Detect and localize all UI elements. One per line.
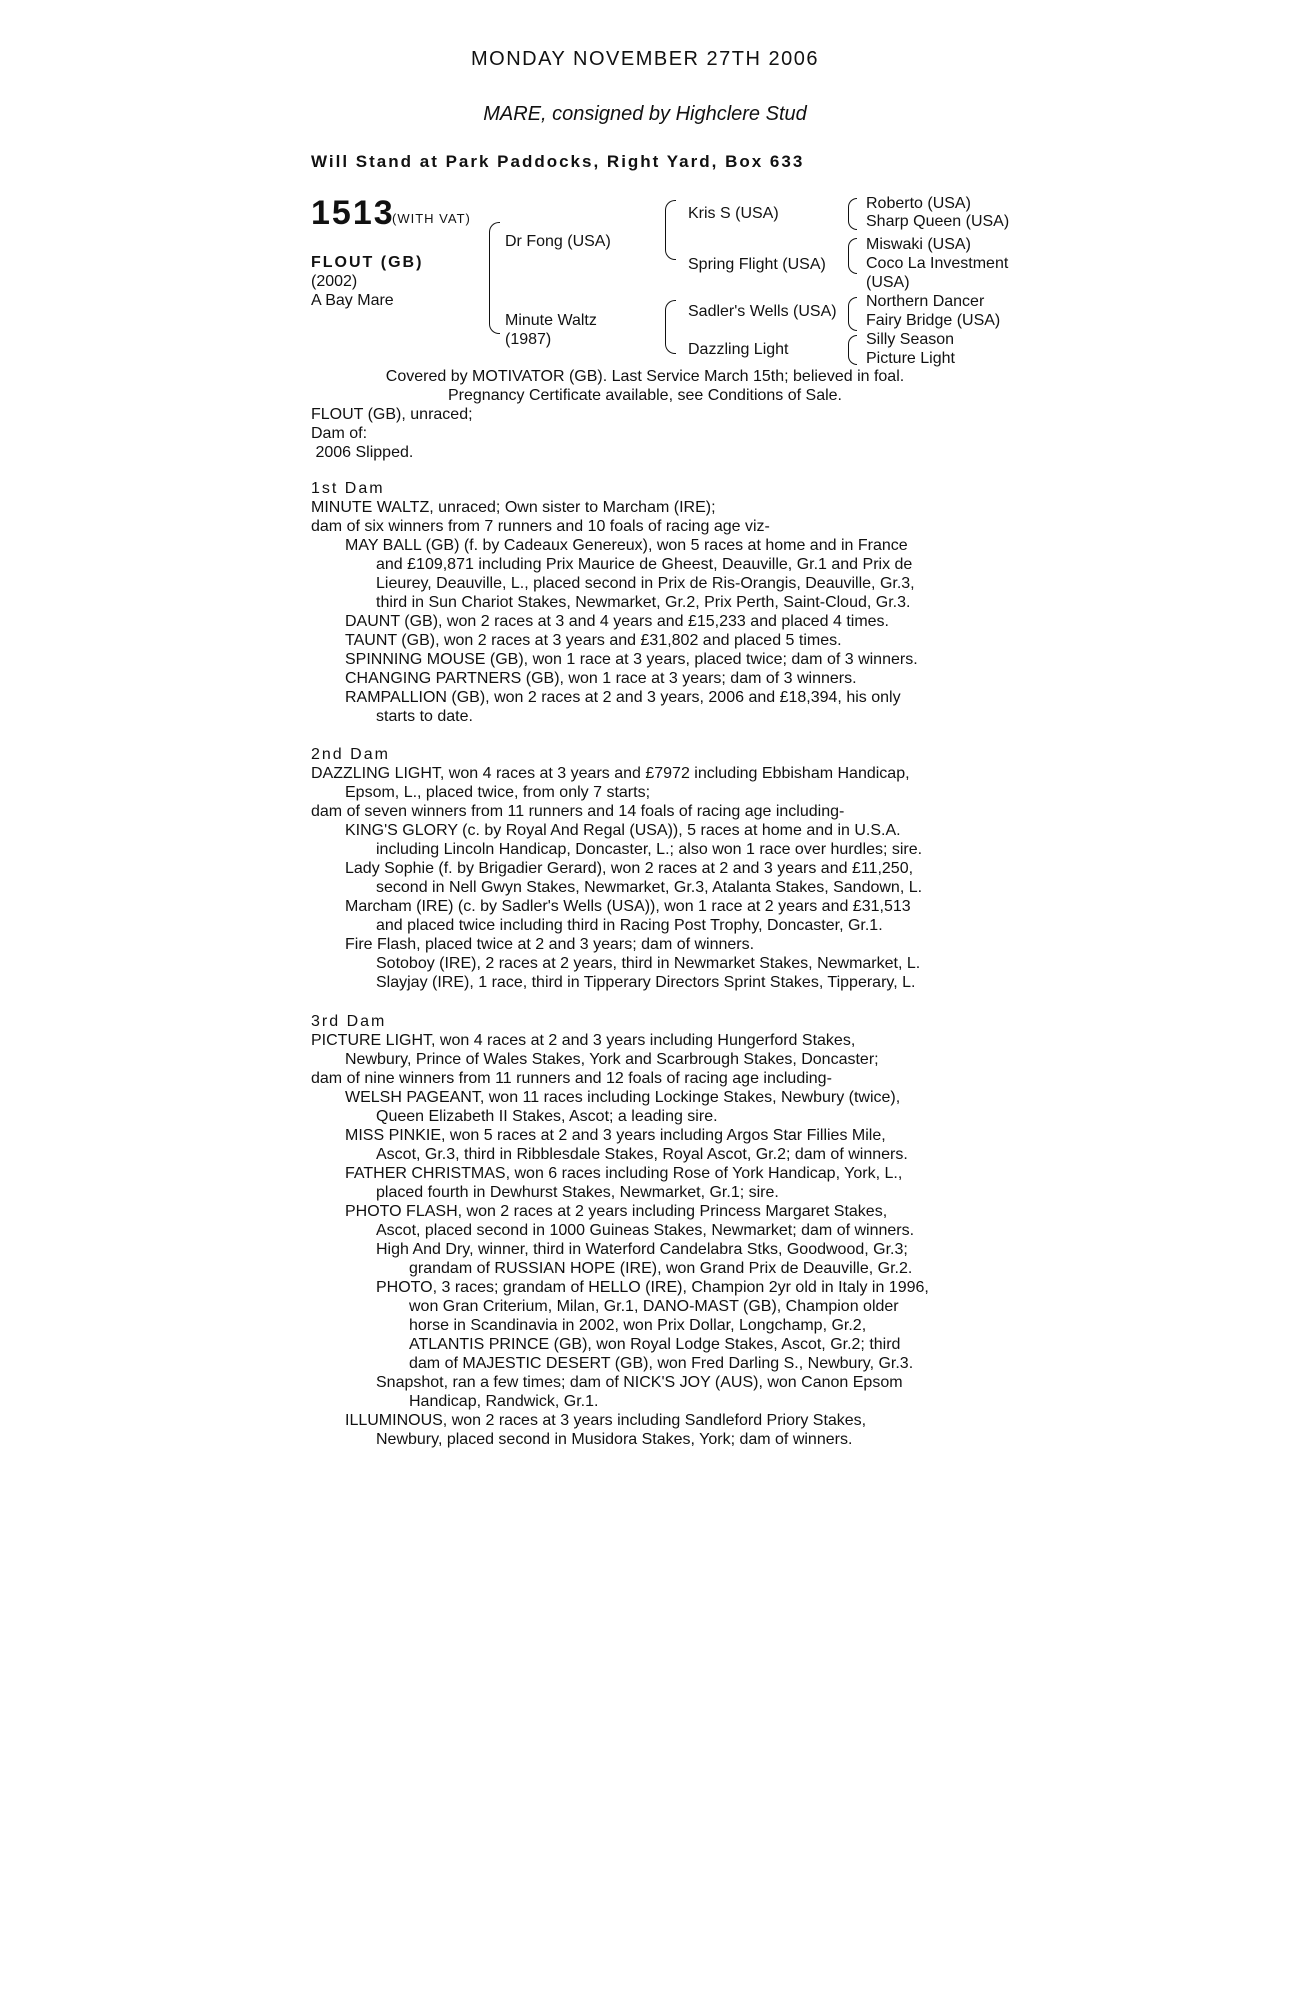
pedigree-text-line: Ascot, Gr.3, third in Ribblesdale Stakes, Royal Ascot, Gr.2; dam of winners. <box>376 1146 908 1163</box>
pedigree-text-line: Slayjay (IRE), 1 race, third in Tipperary Directors Sprint Stakes, Tipperary, L. <box>376 974 916 991</box>
pedigree-sire-sire: Kris S (USA) <box>688 205 779 222</box>
section-body <box>311 1031 981 1449</box>
pedigree-text-line: Marcham (IRE) (c. by Sadler's Wells (USA)), won 1 race at 2 years and £31,513 <box>345 898 911 915</box>
pedigree-text-line: starts to date. <box>376 708 473 725</box>
pedigree-text-line: Queen Elizabeth II Stakes, Ascot; a leading sire. <box>376 1108 718 1125</box>
third-dam-section <box>311 1012 981 1449</box>
pedigree-text-line: PICTURE LIGHT, won 4 races at 2 and 3 years including Hungerford Stakes, <box>311 1032 856 1049</box>
pedigree-sdd-country: (USA) <box>866 274 910 291</box>
produce-intro: FLOUT (GB), unraced; <box>311 406 473 423</box>
pedigree-sire: Dr Fong (USA) <box>505 233 611 250</box>
pedigree-text-line: second in Nell Gwyn Stakes, Newmarket, Gr.3, Atalanta Stakes, Sandown, L. <box>376 879 923 896</box>
pedigree-text-line: Newbury, placed second in Musidora Stakes, York; dam of winners. <box>376 1431 853 1448</box>
pedigree-text-line: WELSH PAGEANT, won 11 races including Lockinge Stakes, Newbury (twice), <box>345 1089 901 1106</box>
pedigree-text-line: including Lincoln Handicap, Doncaster, L.; also won 1 race over hurdles; sire. <box>376 841 923 858</box>
first-dam-section <box>311 479 981 726</box>
pedigree-text-line: Newbury, Prince of Wales Stakes, York and Scarbrough Stakes, Doncaster; <box>345 1051 879 1068</box>
horse-name: FLOUT (GB) <box>311 254 424 271</box>
vat-note: (WITH VAT) <box>392 211 471 226</box>
pedigree-brace <box>848 335 857 365</box>
pedigree-ddd: Picture Light <box>866 350 955 367</box>
pedigree-sds: Miswaki (USA) <box>866 236 971 253</box>
section-heading: 2nd Dam <box>311 746 390 763</box>
pedigree-text-line: CHANGING PARTNERS (GB), won 1 race at 3 years; dam of 3 winners. <box>345 670 857 687</box>
pedigree-sire-dam: Spring Flight (USA) <box>688 256 826 273</box>
second-dam-section <box>311 745 981 992</box>
pedigree-dam-year: (1987) <box>505 331 552 348</box>
pedigree-text-line: dam of six winners from 7 runners and 10 foals of racing age viz- <box>311 518 770 535</box>
covered-note: Covered by MOTIVATOR (GB). Last Service March 15th; believed in foal. <box>385 368 905 385</box>
pedigree-brace <box>848 238 857 274</box>
pedigree-text-line: DAUNT (GB), won 2 races at 3 and 4 years and £15,233 and placed 4 times. <box>345 613 889 630</box>
pedigree-text-line: Sotoboy (IRE), 2 races at 2 years, third in Newmarket Stakes, Newmarket, L. <box>376 955 921 972</box>
pedigree-text-line: KING'S GLORY (c. by Royal And Regal (USA)), 5 races at home and in U.S.A. <box>345 822 901 839</box>
pedigree-text-line: and placed twice including third in Racing Post Trophy, Doncaster, Gr.1. <box>376 917 883 934</box>
pedigree-text-line: and £109,871 including Prix Maurice de Gheest, Deauville, Gr.1 and Prix de <box>376 556 913 573</box>
pedigree-text-line: Ascot, placed second in 1000 Guineas Stakes, Newmarket; dam of winners. <box>376 1222 915 1239</box>
pedigree-text-line: ATLANTIS PRINCE (GB), won Royal Lodge Stakes, Ascot, Gr.2; third <box>409 1336 901 1353</box>
pedigree-text-line: SPINNING MOUSE (GB), won 1 race at 3 years, placed twice; dam of 3 winners. <box>345 651 918 668</box>
pedigree-dam: Minute Waltz <box>505 312 597 329</box>
pedigree-text-line: PHOTO, 3 races; grandam of HELLO (IRE), Champion 2yr old in Italy in 1996, <box>376 1279 929 1296</box>
pedigree-brace <box>665 200 676 260</box>
produce-intro: Dam of: <box>311 425 368 442</box>
foaling-year: (2002) <box>311 273 358 290</box>
pedigree-text-line: High And Dry, winner, third in Waterford Candelabra Stks, Goodwood, Gr.3; <box>376 1241 908 1258</box>
pedigree-brace <box>665 300 676 354</box>
pedigree-text-line: Fire Flash, placed twice at 2 and 3 years; dam of winners. <box>345 936 755 953</box>
pedigree-text-line: Lady Sophie (f. by Brigadier Gerard), won 2 races at 2 and 3 years and £11,250, <box>345 860 914 877</box>
pedigree-text-line: horse in Scandinavia in 2002, won Prix Dollar, Longchamp, Gr.2, <box>409 1317 867 1334</box>
pedigree-text-line: Lieurey, Deauville, L., placed second in Prix de Ris-Orangis, Deauville, Gr.3, <box>376 575 915 592</box>
horse-description: A Bay Mare <box>311 292 394 309</box>
pedigree-dam-dam: Dazzling Light <box>688 341 789 358</box>
section-body <box>311 764 981 992</box>
pedigree-text-line: dam of nine winners from 11 runners and 12 foals of racing age including- <box>311 1070 832 1087</box>
box-location: Will Stand at Park Paddocks, Right Yard, Box 633 <box>311 152 805 171</box>
pedigree-text-line: FATHER CHRISTMAS, won 6 races including Rose of York Handicap, York, L., <box>345 1165 903 1182</box>
produce-intro: 2006 Slipped. <box>311 444 414 461</box>
pedigree-text-line: RAMPALLION (GB), won 2 races at 2 and 3 years, 2006 and £18,394, his only <box>345 689 901 706</box>
pedigree-dam-sire: Sadler's Wells (USA) <box>688 303 837 320</box>
pedigree-text-line: Snapshot, ran a few times; dam of NICK'S JOY (AUS), won Canon Epsom <box>376 1374 903 1391</box>
lot-number: 1513 <box>311 194 395 232</box>
pedigree-text-line: Handicap, Randwick, Gr.1. <box>409 1393 599 1410</box>
pedigree-text-line: dam of MAJESTIC DESERT (GB), won Fred Darling S., Newbury, Gr.3. <box>409 1355 914 1372</box>
pedigree-text-line: placed fourth in Dewhurst Stakes, Newmarket, Gr.1; sire. <box>376 1184 779 1201</box>
sale-date: MONDAY NOVEMBER 27TH 2006 <box>471 48 819 70</box>
pedigree-dds: Silly Season <box>866 331 955 348</box>
pregnancy-note: Pregnancy Certificate available, see Conditions of Sale. <box>448 387 842 404</box>
section-body <box>311 498 981 726</box>
pedigree-text-line: PHOTO FLASH, won 2 races at 2 years including Princess Margaret Stakes, <box>345 1203 888 1220</box>
pedigree-text-line: Epsom, L., placed twice, from only 7 starts; <box>345 784 651 801</box>
pedigree-brace <box>848 297 857 331</box>
pedigree-text-line: TAUNT (GB), won 2 races at 3 years and £31,802 and placed 5 times. <box>345 632 842 649</box>
section-heading: 3rd Dam <box>311 1013 387 1030</box>
pedigree-text-line: MINUTE WALTZ, unraced; Own sister to Marcham (IRE); <box>311 499 716 516</box>
pedigree-text-line: grandam of RUSSIAN HOPE (IRE), won Grand Prix de Deauville, Gr.2. <box>409 1260 913 1277</box>
pedigree-text-line: MISS PINKIE, won 5 races at 2 and 3 years including Argos Star Fillies Mile, <box>345 1127 886 1144</box>
pedigree-dss: Northern Dancer <box>866 293 985 310</box>
consignor-line: MARE, consigned by Highclere Stud <box>483 103 807 125</box>
pedigree-text-line: dam of seven winners from 11 runners and 14 foals of racing age including- <box>311 803 845 820</box>
pedigree-sss: Roberto (USA) <box>866 195 971 212</box>
section-heading: 1st Dam <box>311 480 385 497</box>
pedigree-text-line: third in Sun Chariot Stakes, Newmarket, Gr.2, Prix Perth, Saint-Cloud, Gr.3. <box>376 594 911 611</box>
pedigree-brace <box>489 222 500 334</box>
pedigree-sdd: Coco La Investment <box>866 255 1009 272</box>
pedigree-text-line: won Gran Criterium, Milan, Gr.1, DANO-MAST (GB), Champion older <box>409 1298 899 1315</box>
pedigree-text-line: MAY BALL (GB) (f. by Cadeaux Genereux), won 5 races at home and in France <box>345 537 908 554</box>
pedigree-brace <box>848 198 857 230</box>
pedigree-text-line: ILLUMINOUS, won 2 races at 3 years including Sandleford Priory Stakes, <box>345 1412 867 1429</box>
pedigree-ssd: Sharp Queen (USA) <box>866 213 1010 230</box>
pedigree-dsd: Fairy Bridge (USA) <box>866 312 1001 329</box>
pedigree-text-line: DAZZLING LIGHT, won 4 races at 3 years and £7972 including Ebbisham Handicap, <box>311 765 910 782</box>
